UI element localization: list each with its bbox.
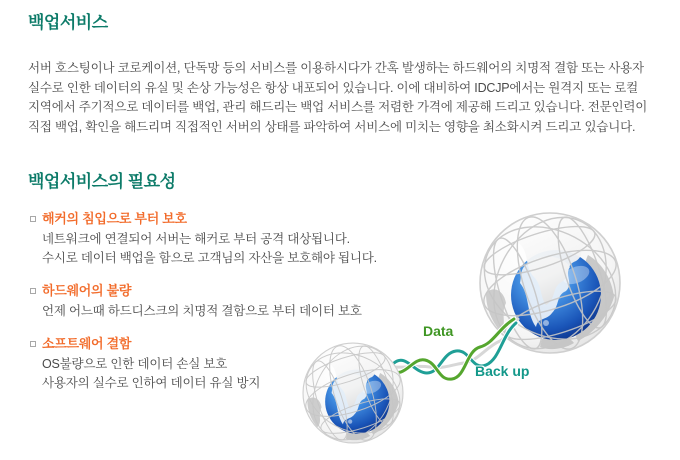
list-item-title-text: 소프트웨어 결함	[42, 336, 132, 351]
data-cable-label: Data	[423, 323, 454, 339]
list-item-title-text: 해커의 침입으로 부터 보호	[42, 211, 187, 226]
square-bullet-icon	[30, 216, 36, 222]
page-title: 백업서비스	[28, 13, 108, 32]
list-item-line: 네트워크에 연결되어 서버는 해커로 부터 공격 대상됩니다.	[42, 232, 350, 246]
list-item-line: 수시로 데이터 백업을 함으로 고객님의 자산을 보호해야 됩니다.	[42, 251, 377, 265]
backup-cable-label: Back up	[475, 363, 530, 379]
backup-illustration	[290, 195, 680, 460]
section-title-necessity: 백업서비스의 필요성	[28, 172, 176, 191]
intro-line: 직접 백업, 확인을 해드리며 직접적인 서버의 상태를 파악하여 서비스에 미치는 영향을 최소화시켜 드리고 있습니다.	[28, 119, 636, 134]
square-bullet-icon	[30, 341, 36, 347]
intro-line: 서버 호스팅이나 코로케이션, 단독망 등의 서비스를 이용하시다가 간혹 발생하는 하드웨어의 치명적 결함 또는 사용자	[28, 61, 644, 75]
square-bullet-icon	[30, 288, 36, 294]
list-item-line: OS불량으로 인한 데이터 손실 보호	[42, 357, 228, 371]
small-globe-icon	[292, 332, 414, 454]
list-item-title-text: 하드웨어의 불량	[42, 283, 132, 298]
intro-paragraph	[28, 59, 668, 137]
globes-graphic	[290, 195, 680, 460]
intro-line: 실수로 인한 데이터의 유실 및 손상 가능성은 항상 내포되어 있습니다. 이에 대비하여 IDCJP에서는 원격지 또는 로컬	[28, 80, 638, 95]
list-item-line: 언제 어느때 하드디스크의 치명적 결함으로 부터 데이터 보호	[42, 304, 362, 318]
intro-line: 지역에서 주기적으로 데이터를 백업, 관리 해드리는 백업 서비스를 저렴한 가격에 제공해 드리고 있습니다. 전문인력이	[28, 100, 648, 114]
list-item-line: 사용자의 실수로 인하여 데이터 유실 방지	[42, 376, 261, 390]
